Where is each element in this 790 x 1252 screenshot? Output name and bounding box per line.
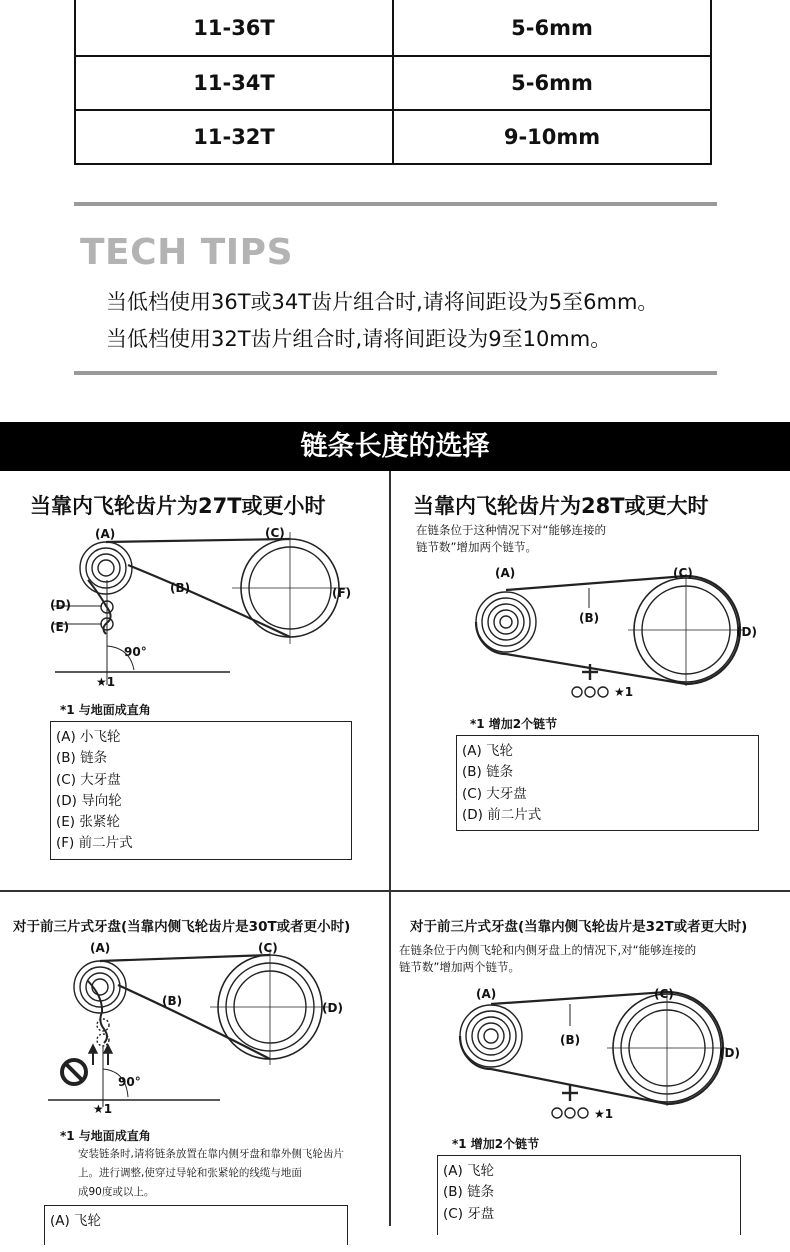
label-d: (D) — [719, 1046, 740, 1060]
divider — [74, 202, 717, 206]
panel-note — [78, 1145, 344, 1202]
legend-item: (F) 前二片式 — [56, 835, 133, 852]
note-line: 成90度或以上。 — [78, 1186, 155, 1198]
table-row — [75, 56, 711, 110]
gap-cell: 9-10mm — [393, 110, 711, 164]
note-line: 上。进行调整,使穿过导轮和张紧轮的线缆与地面 — [78, 1167, 302, 1179]
label-a: (A) — [90, 941, 111, 955]
note-line: 链节数”增加两个链节。 — [416, 540, 537, 554]
legend-item: (B) 链条 — [443, 1184, 495, 1201]
star-label: ★1 — [93, 1102, 113, 1116]
legend-item: (A) 飞轮 — [462, 743, 514, 759]
legend-box — [437, 1155, 741, 1235]
panel-title: 对于前三片式牙盘(当靠内侧飞轮齿片是30T或者更小时) — [13, 919, 351, 935]
label-d: (D) — [736, 625, 757, 639]
drivetrain-diagram-triple-large — [445, 980, 765, 1125]
tech-tip-line: 当低档使用32T齿片组合时,请将间距设为9至10mm。 — [106, 327, 612, 351]
panel-title: 当靠内飞轮齿片为27T或更小时 — [30, 494, 326, 518]
legend-item: (E) 张紧轮 — [56, 814, 120, 831]
legend-box — [50, 721, 352, 860]
drivetrain-diagram-double — [460, 560, 780, 705]
label-a: (A) — [476, 987, 497, 1001]
legend-item: (C) 大牙盘 — [462, 785, 527, 802]
cog-range-cell: 11-36T — [75, 0, 393, 56]
label-b: (B) — [579, 611, 600, 625]
cog-range-cell: 11-32T — [75, 110, 393, 164]
footnote: *1 增加2个链节 — [470, 717, 558, 731]
angle-label: 90° — [124, 645, 147, 659]
panel-note — [416, 522, 606, 556]
note-line: 安装链条时,请将链条放置在靠内侧牙盘和靠外侧飞轮齿片 — [78, 1148, 344, 1160]
label-a: (A) — [95, 527, 116, 541]
label-c: (C) — [258, 941, 278, 955]
gap-cell: 5-6mm — [393, 0, 711, 56]
label-a: (A) — [495, 566, 516, 580]
label-b: (B) — [162, 994, 183, 1008]
tech-tip-line: 当低档使用36T或34T齿片组合时,请将间距设为5至6mm。 — [106, 290, 659, 314]
legend-item: (D) 前二片式 — [462, 806, 542, 823]
angle-label: 90° — [118, 1075, 141, 1089]
footnote: *1 与地面成直角 — [60, 703, 151, 717]
panel-title: 对于前三片式牙盘(当靠内侧飞轮齿片是32T或者更大时) — [410, 919, 748, 935]
star-label: ★1 — [96, 675, 116, 689]
cog-range-cell: 11-34T — [75, 56, 393, 110]
drivetrain-diagram-rd — [40, 520, 370, 695]
grid-divider — [389, 891, 391, 1226]
footnote: *1 增加2个链节 — [452, 1137, 540, 1151]
star-label: ★1 — [614, 685, 634, 699]
table-row — [75, 0, 711, 56]
label-c: (C) — [654, 987, 674, 1001]
grid-divider — [0, 890, 790, 892]
note-line: 在链条位于内侧飞轮和内侧牙盘上的情况下,对“能够连接的 — [399, 943, 697, 957]
label-d: (D) — [322, 1001, 343, 1015]
section-banner: 链条长度的选择 — [0, 422, 790, 471]
legend-item: (C) 大牙盘 — [56, 771, 121, 788]
label-e: (E) — [50, 620, 70, 634]
panel-title: 当靠内飞轮齿片为28T或更大时 — [413, 494, 709, 518]
divider — [74, 371, 717, 375]
legend-box — [44, 1205, 348, 1245]
note-line: 在链条位于这种情况下对“能够连接的 — [416, 523, 606, 537]
legend-item: (A) 飞轮 — [443, 1163, 495, 1179]
label-d: (D) — [50, 598, 71, 612]
legend-item: (B) 链条 — [56, 750, 108, 767]
note-line: 链节数”增加两个链节。 — [399, 960, 520, 974]
tech-tips-title: TECH TIPS — [80, 232, 293, 273]
label-c: (C) — [265, 526, 285, 540]
gap-cell: 5-6mm — [393, 56, 711, 110]
legend-item: (A) 飞轮 — [50, 1213, 102, 1229]
label-b: (B) — [170, 581, 191, 595]
star-label: ★1 — [594, 1107, 614, 1121]
label-c: (C) — [673, 566, 693, 580]
grid-divider — [389, 471, 391, 891]
table-row — [75, 110, 711, 164]
footnote: *1 与地面成直角 — [60, 1129, 151, 1143]
label-f: (F) — [332, 586, 352, 600]
legend-box — [456, 735, 759, 831]
legend-item: (A) 小飞轮 — [56, 729, 121, 745]
spec-table — [74, 0, 712, 165]
panel-note — [399, 942, 696, 976]
legend-item: (D) 导向轮 — [56, 792, 122, 809]
label-b: (B) — [560, 1033, 581, 1047]
legend-item: (C) 牙盘 — [443, 1205, 495, 1222]
drivetrain-diagram-triple-small — [48, 937, 368, 1122]
legend-item: (B) 链条 — [462, 764, 514, 781]
